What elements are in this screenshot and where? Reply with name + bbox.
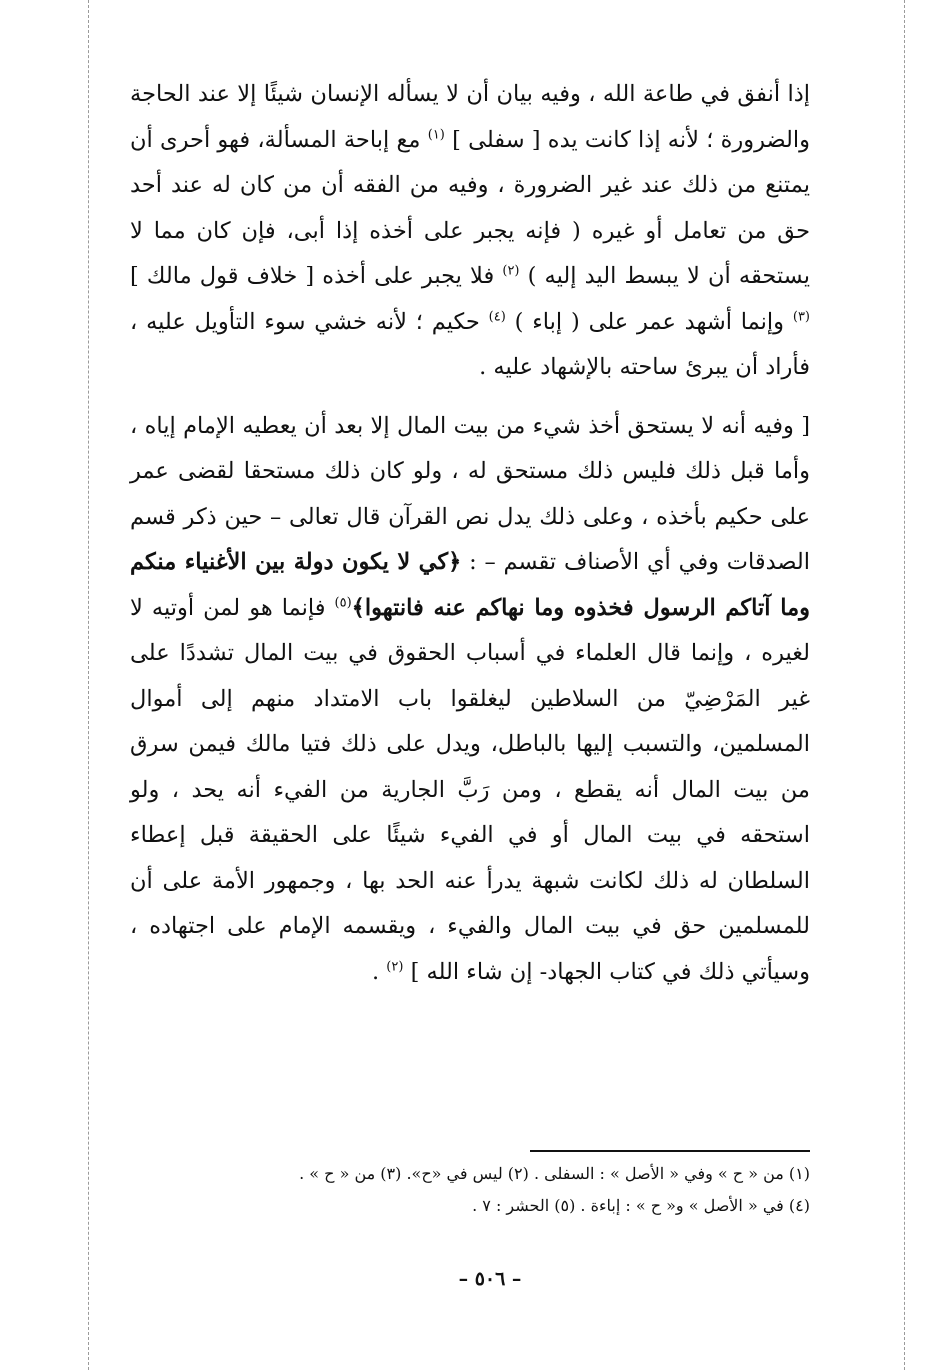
page-body <box>130 72 810 995</box>
footnote-ref-4: (٤) <box>488 309 506 324</box>
footnote-separator <box>530 1150 810 1152</box>
crop-guide-right <box>904 0 905 1370</box>
footnote-ref-1: (١) <box>427 127 445 142</box>
page-number: – ٥٠٦ – <box>458 1268 522 1290</box>
footnote-line-1: (١) من « ح » وفي « الأصل » : السفلى . (٢) ليس في «ح». (٣) من « ح » . <box>299 1164 810 1183</box>
text-segment: مع إباحة المسألة، فهو أحرى أن يمتنع من ذلك عند غير الضرورة ، وفيه من الفقه أن من كان له عند أحد حق من تعامل أو غيره ( فإنه يجبر على أخذه إذا أبى، فإن كان مما لا يستحقه أن لا يبسط اليد إليه ) <box>130 126 810 289</box>
text-segment: حكيم ؛ لأنه خشي سوء التأويل عليه ، فأراد أن يبرئ ساحته بالإشهاد عليه . <box>130 308 810 380</box>
text-segment: فإنما هو لمن أوتيه لا لغيره ، وإنما قال العلماء في أسباب الحقوق في بيت المال تشددًا على غير المَرْضِيّ من السلاطين ليغلقوا باب الامتداد منهم إلى أموال المسلمين، والتسبب إليها بالباطل، ويدل على ذلك فتيا مالك فيمن سرق من بيت المال أنه يقطع ، ومن رَبَّ الجارية من الفيء أنه يحد ، ولو استحقه في بيت المال أو في الفيء شيئًا على الحقيقة قبل إعطاء السلطان له ذلك لكانت شبهة يدرأ عنه الحد بها ، وجمهور الأمة على أن للمسلمين حق في بيت المال والفيء ، ويقسمه الإمام على اجتهاده ، وسيأتي ذلك في كتاب الجهاد- إن شاء الله ] <box>130 594 810 985</box>
footnote-ref-5: (٥) <box>334 595 352 610</box>
paragraph-2 <box>130 404 810 996</box>
quran-verse: ﴿كي لا يكون دولة بين الأغنياء منكم وما آتاكم الرسول فخذوه وما نهاكم عنه فانتهوا﴾ <box>130 549 810 621</box>
footnote-ref-end: (٢) <box>386 959 404 974</box>
footnote-ref-2: (٢) <box>502 263 520 279</box>
paragraph-1 <box>130 72 810 391</box>
footnotes <box>130 1158 810 1222</box>
text-segment: إذا أنفق في طاعة الله ، وفيه بيان أن لا يسأله الإنسان شيئًا إلا عند الحاجة والضرورة ؛ لأنه إذا كانت يده [ سفلى ] <box>130 81 810 153</box>
footnote-ref-3: (٣) <box>792 309 810 324</box>
footnote-line-2: (٤) في « الأصل » و« ح » : إباءة . (٥) الحشر : ٧ . <box>472 1196 810 1215</box>
text-segment: . <box>371 958 387 985</box>
crop-guide-left <box>88 0 89 1370</box>
text-segment: وإنما أشهد عمر على ( إباء ) <box>505 308 793 335</box>
text-segment: فلا يجبر على أخذه [ خلاف قول مالك ] <box>130 263 503 289</box>
text-segment: [ وفيه أنه لا يستحق أخذ شيء من بيت المال إلا بعد أن يعطيه الإمام إياه ، وأما قبل ذلك فليس ذلك مستحق له ، ولو كان ذلك مستحقا لقضى عمر على حكيم بأخذه ، وعلى ذلك يدل نص القرآن قال تعالى – حين ذكر قسم الصدقات وفي أي الأصناف تقسم – : <box>130 412 811 575</box>
